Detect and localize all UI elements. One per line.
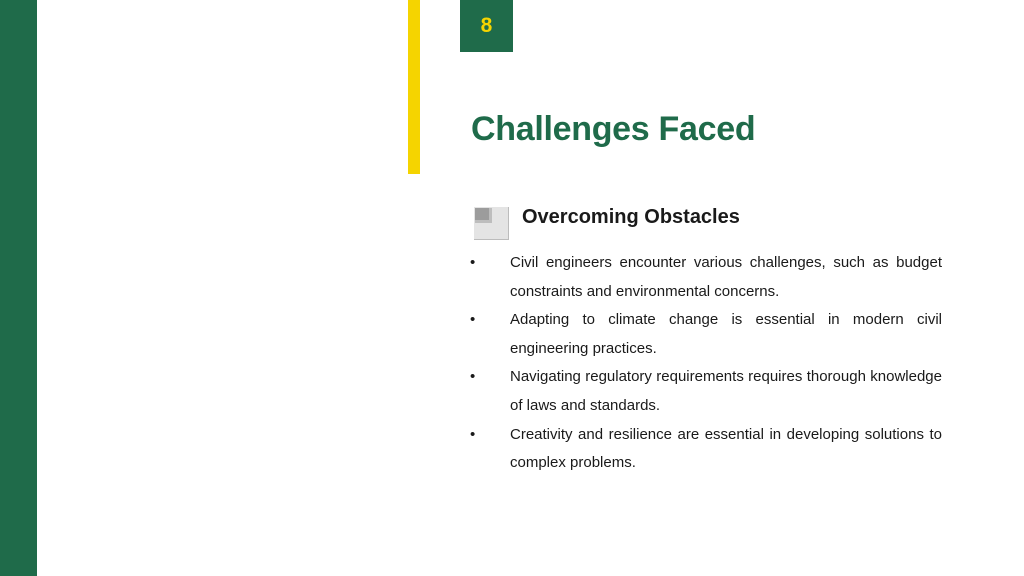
- left-green-band: [0, 0, 37, 576]
- bullet-dot: •: [470, 311, 476, 329]
- bullet-text: Adapting to climate change is essential in modern civil engineering practices.: [510, 311, 942, 357]
- section-heading: Overcoming Obstacles: [522, 206, 740, 228]
- page-number-badge: [460, 0, 513, 52]
- bullet-text: Navigating regulatory requirements requires thorough knowledge of laws and standards.: [510, 368, 942, 414]
- bullet-dot: •: [470, 368, 476, 386]
- bullet-dot: •: [470, 254, 476, 271]
- bullet-item: [470, 249, 942, 306]
- bullet-text: Civil engineers encounter various challenges, such as budget constraints and environmental concerns.: [510, 254, 942, 300]
- page-number: 8: [480, 14, 493, 37]
- stacked-squares-icon: [474, 207, 509, 240]
- icon-front-square: [475, 208, 489, 220]
- bullet-dot: •: [470, 425, 476, 443]
- bullet-list: [470, 249, 942, 478]
- yellow-accent-bar: [408, 0, 420, 174]
- bullet-item: [470, 363, 942, 420]
- slide-title: Challenges Faced: [471, 110, 756, 148]
- bullet-text: Creativity and resilience are essential in developing solutions to complex problems.: [510, 425, 942, 472]
- bullet-item: [470, 306, 942, 363]
- bullet-item: [470, 421, 942, 478]
